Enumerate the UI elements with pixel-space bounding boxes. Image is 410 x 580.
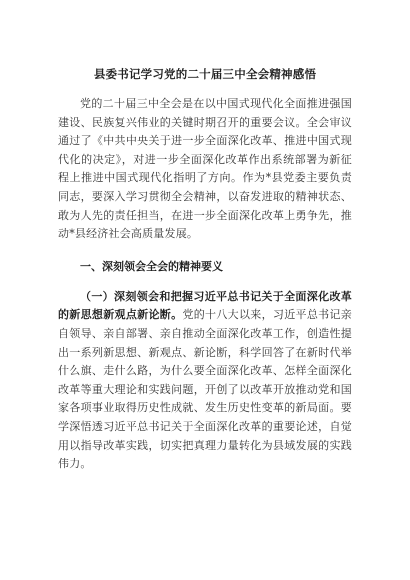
subsection-body: 党的十八大以来，习近平总书记亲自领导、亲自部署、亲自推动全面深化改革工作，创造性提出一系列新思想、新观点、新论断，科学回答了在新时代举什么旗、走什么路，为什么要全面深化改革、怎样全面深化改革等重大理论和实践问题，开创了以改革开放推动党和国家各项事业取得历史性成就、发生历史性变革的新局面。要学深悟透习近平总书记关于全面深化改革的重要论述，自觉用以指导改革实践，切实把真理力量转化为县域发展的实践伟力。 (58, 308, 353, 471)
subsection-lead: （一）深刻领会和把握习近平总书记关于全面深化改革的新思想新观点新论断。 (58, 289, 352, 322)
subsection-paragraph (58, 288, 352, 474)
intro-paragraph: 党的二十届三中全会是在以中国式现代化全面推进强国建设、民族复兴伟业的关键时期召开的重要会议。全会审议通过了《中共中央关于进一步全面深化改革、推进中国式现代化的决定》，对进一步全面深化改革作出系统部署为新征程上推进中国式现代化指明了方向。作为*县党委主要负责同志，要深入学习贯彻全会精神，以奋发进取的精神状态、敢为人先的责任担当，在进一步全面深化改革上勇争先，推动*县经济社会高质量发展。 (58, 97, 352, 241)
section-heading: 一、深刻领会全会的精神要义 (80, 259, 223, 273)
document-title: 县委书记学习党的二十届三中全会精神感悟 (93, 67, 317, 81)
